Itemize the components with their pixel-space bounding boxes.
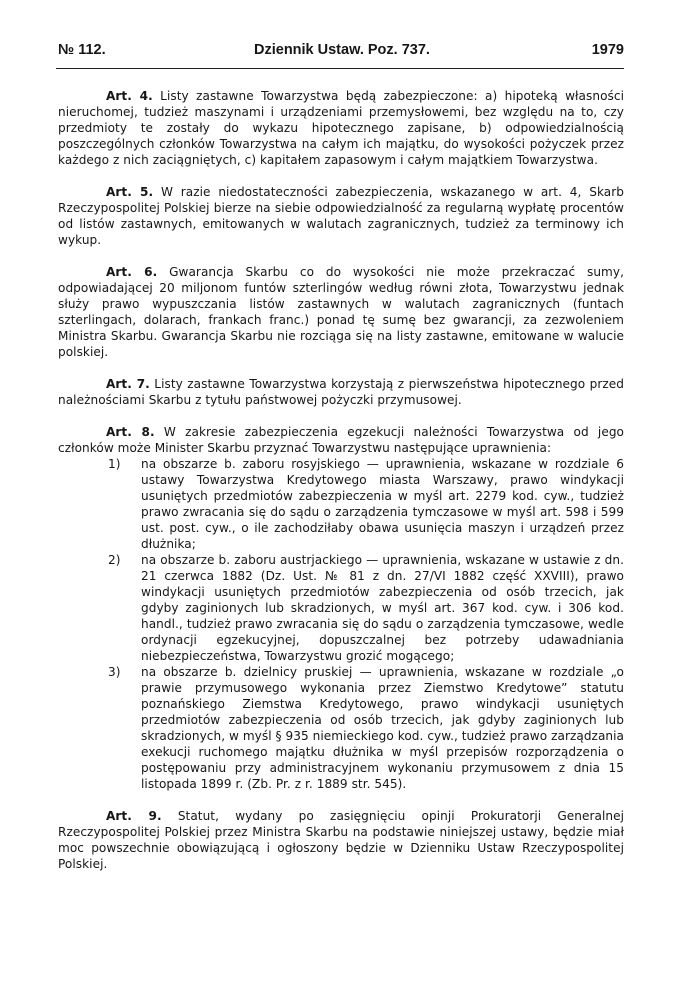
article-label: Art. 7. [106, 377, 150, 391]
article-9 [58, 808, 624, 872]
article-7 [58, 376, 624, 408]
article-label: Art. 9. [106, 809, 162, 823]
list-item [58, 552, 624, 664]
list-item [58, 456, 624, 552]
header-rule [56, 68, 624, 69]
item-number: 3) [108, 665, 121, 679]
article-text: Listy zastawne Towarzystwa korzystają z pierwszeństwa hipotecznego przed należnościami Skarbu z tytułu państwowej pożyczki przymusowej. [58, 377, 625, 407]
article-5 [58, 184, 624, 248]
article-text: W razie niedostateczności zabezpieczenia, wskazanego w art. 4, Skarb Rzeczypospolitej Polskiej bierze na siebie odpowiedzialność za regularną wypłatę procentów od listów zastawnych, emitowanych w walutach zagranicznych, tudzież za terminowy ich wykup. [58, 185, 624, 247]
journal-title: Dziennik Ustaw. Poz. 737. [254, 42, 430, 58]
item-text: na obszarze b. zaboru rosyjskiego — uprawnienia, wskazane w rozdziale 6 ustawy Towarzystwa Kredytowego miasta Warszawy, prawo windykacji usuniętych przedmiotów zabezpieczenia w myśl art. 2279 kod. cyw., tudzież prawo zwracania się do sądu o zarządzenia tymczasowe w myśl art. 598 i 599 ust. post. cyw., o ile zachodziłaby obawa usunięcia maszyn i urządzeń przez dłużnika; [141, 457, 624, 551]
item-text: na obszarze b. zaboru austrjackiego — uprawnienia, wskazane w ustawie z dn. 21 czerwca 1882 (Dz. Ust. № 81 z dn. 27/VI 1882 część XXVIII), prawo windykacji usuniętych przedmiotów zabezpieczenia od osób trzecich, jak gdyby zaginionych lub skradzionych, w myśl art. 367 kod. cyw. i 306 kod. handl., tudzież prawo zwracania się do sądu o zarządzenia tymczasowe, wedle ordynacji egzekucyjnej, dopuszczalnej bez potrzeby udawadniania niebezpieczeństwa, Towarzystwu grozić mogącego; [141, 553, 624, 663]
article-text: Listy zastawne Towarzystwa będą zabezpieczone: a) hipoteką własności nieruchomej, tudzież maszynami i urządzeniami przemysłowemi, bez względu na to, czy przedmioty te zostały do wykazu hipotecznego zapisane, b) odpowiedzialnością poszczególnych członków Towarzystwa na całym ich majątku, do wysokości pożyczek przez każdego z nich zaciągniętych, c) kapitałem zapasowym i całym majątkiem Towarzystwa. [58, 89, 624, 167]
list-item [58, 664, 624, 792]
article-text: Statut, wydany po zasięgnięciu opinji Prokuratorji Generalnej Rzeczypospolitej Polskiej przez Ministra Skarbu na podstawie niniejszej ustawy, będzie miał moc powszechnie obowiązującą i ogłoszony będzie w Dzienniku Ustaw Rzeczypospolitej Polskiej. [58, 809, 624, 871]
article-8 [58, 424, 624, 456]
article-label: Art. 4. [106, 89, 153, 103]
page-header [58, 42, 624, 64]
issue-number: № 112. [58, 42, 106, 58]
item-number: 2) [108, 553, 121, 567]
article-label: Art. 5. [106, 185, 154, 199]
article-text: Gwarancja Skarbu co do wysokości nie może przekraczać sumy, odpowiadającej 20 miljonom funtów szterlingów według równi złota, Towarzystwu jednak służy prawo wypuszczania listów zastawnych w walutach zagranicznych (funtach szterlingach, dolarach, frankach franc.) ponad tę sumę bez gwarancji, za zezwoleniem Ministra Skarbu. Gwarancja Skarbu nie rozciąga się na listy zastawne, emitowane w walucie polskiej. [58, 265, 624, 359]
item-number: 1) [108, 457, 121, 471]
page-number: 1979 [591, 42, 624, 58]
item-text: na obszarze b. dzielnicy pruskiej — uprawnienia, wskazane w rozdziale „o prawie przymusowego wykonania przez Ziemstwo Kredytowe” statutu poznańskiego Ziemstwa Kredytowego, prawo windykacji usuniętych przedmiotów zabezpieczenia od osób trzecich, jak gdyby zaginionych lub skradzionych, w myśl § 935 niemieckiego kod. cyw., tudzież prawo zarządzania exekucji ruchomego majątku dłużnika w myśl przepisów rozporządzenia o postępowaniu przy administracyjnem wykonaniu przymusowem z dnia 15 listopada 1899 r. (Zb. Pr. z r. 1889 str. 545). [141, 665, 624, 791]
article-label: Art. 6. [106, 265, 158, 279]
document-body [58, 88, 624, 888]
article-6 [58, 264, 624, 360]
article-4 [58, 88, 624, 168]
article-8-list [58, 456, 624, 792]
article-label: Art. 8. [106, 425, 155, 439]
article-text: W zakresie zabezpieczenia egzekucji należności Towarzystwa od jego członków może Minister Skarbu przyznać Towarzystwu następujące uprawnienia: [58, 425, 624, 455]
